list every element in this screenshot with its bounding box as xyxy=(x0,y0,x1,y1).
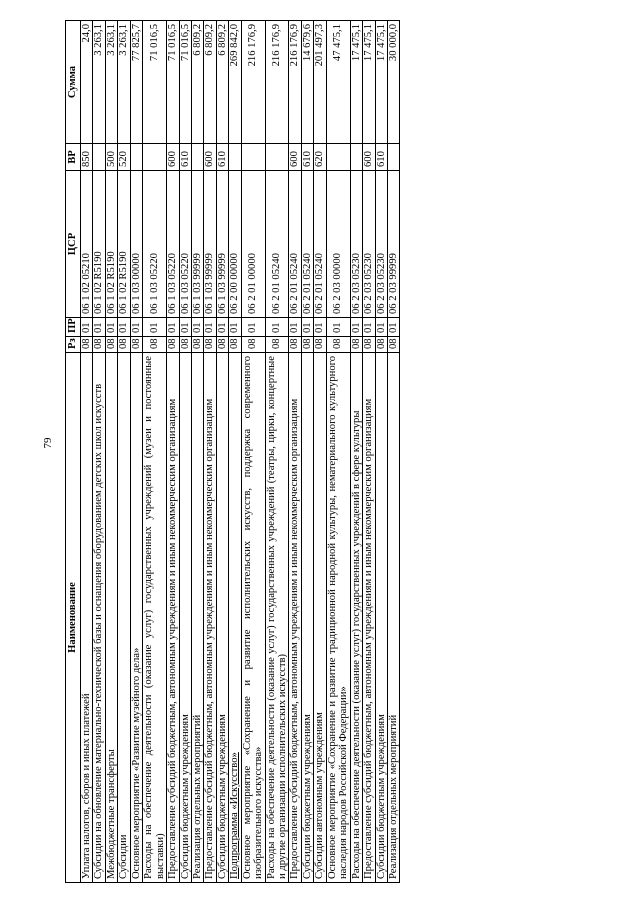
table-row xyxy=(105,21,117,883)
row-rz-cell: 08 xyxy=(216,337,228,353)
table-row xyxy=(363,21,375,883)
row-csr-cell: 06 2 01 05240 xyxy=(265,171,289,318)
row-sum-cell: 17 475,1 xyxy=(350,21,362,144)
table-row xyxy=(130,21,142,883)
row-name-cell: Основное мероприятие «Сохранение и развитие традиционной народной культуры, нематериального культурного наследия народов Российской Федерации» xyxy=(326,353,350,883)
row-rz-cell: 08 xyxy=(363,337,375,353)
budget-table xyxy=(65,20,400,883)
row-vr-cell xyxy=(93,144,105,171)
row-csr-cell: 06 1 02 R5190 xyxy=(93,171,105,318)
row-name-cell: Предоставление субсидий бюджетным, автономным учреждениям и иным некоммерческим организациям xyxy=(167,353,179,883)
row-vr-cell: 520 xyxy=(118,144,130,171)
row-csr-cell: 06 1 03 00000 xyxy=(130,171,142,318)
row-rz-cell: 08 xyxy=(314,337,326,353)
row-name-cell: Основное мероприятие «Развитие музейного дела» xyxy=(130,353,142,883)
row-pr-cell: 01 xyxy=(265,318,289,337)
row-sum-cell: 6 809,2 xyxy=(191,21,203,144)
row-name-cell: Расходы на обеспечение деятельности (оказание услуг) государственных учреждений в сфере культуры xyxy=(350,353,362,883)
table-row xyxy=(375,21,387,883)
table-row xyxy=(118,21,130,883)
row-rz-cell: 08 xyxy=(105,337,117,353)
row-vr-cell: 620 xyxy=(314,144,326,171)
table-row xyxy=(81,21,93,883)
table-row xyxy=(191,21,203,883)
table-row xyxy=(314,21,326,883)
row-csr-cell: 06 2 00 00000 xyxy=(229,171,241,318)
row-vr-cell xyxy=(350,144,362,171)
row-sum-cell: 6 809,2 xyxy=(204,21,216,144)
row-rz-cell: 08 xyxy=(265,337,289,353)
row-name-cell: Уплата налогов, сборов и иных платежей xyxy=(81,353,93,883)
header-rz: Рз xyxy=(66,337,81,353)
row-pr-cell: 01 xyxy=(216,318,228,337)
row-vr-cell: 600 xyxy=(289,144,301,171)
row-vr-cell xyxy=(326,144,350,171)
row-pr-cell: 01 xyxy=(118,318,130,337)
row-rz-cell: 08 xyxy=(130,337,142,353)
row-pr-cell: 01 xyxy=(229,318,241,337)
table-row xyxy=(387,21,399,883)
header-csr: ЦСР xyxy=(66,171,81,318)
row-sum-cell: 77 825,7 xyxy=(130,21,142,144)
row-name-cell: Субсидии бюджетным учреждениям xyxy=(216,353,228,883)
row-rz-cell: 08 xyxy=(118,337,130,353)
row-rz-cell: 08 xyxy=(204,337,216,353)
row-vr-cell: 600 xyxy=(167,144,179,171)
row-vr-cell: 500 xyxy=(105,144,117,171)
row-pr-cell: 01 xyxy=(363,318,375,337)
table-row xyxy=(179,21,191,883)
row-name-cell: Расходы на обеспечение деятельности (оказание услуг) государственных учреждений (музеи и постоянные выставки) xyxy=(143,353,167,883)
row-name-cell: Межбюджетные трансферты xyxy=(105,353,117,883)
row-vr-cell: 610 xyxy=(179,144,191,171)
row-pr-cell: 01 xyxy=(191,318,203,337)
row-pr-cell: 01 xyxy=(93,318,105,337)
row-pr-cell: 01 xyxy=(179,318,191,337)
row-vr-cell: 610 xyxy=(216,144,228,171)
row-pr-cell: 01 xyxy=(314,318,326,337)
row-csr-cell: 06 2 03 00000 xyxy=(326,171,350,318)
row-csr-cell: 06 2 03 05230 xyxy=(350,171,362,318)
row-pr-cell: 01 xyxy=(326,318,350,337)
row-name-cell: Основное мероприятие «Сохранение и развитие исполнительских искусств, поддержка современного изобразительного искусства» xyxy=(241,353,265,883)
table-row xyxy=(204,21,216,883)
row-sum-cell: 269 842,0 xyxy=(229,21,241,144)
row-csr-cell: 06 1 03 05220 xyxy=(179,171,191,318)
header-sum: Сумма xyxy=(66,21,81,144)
table-body xyxy=(81,21,400,883)
table-row xyxy=(93,21,105,883)
row-sum-cell: 216 176,9 xyxy=(265,21,289,144)
row-sum-cell: 24,0 xyxy=(81,21,93,144)
row-pr-cell: 01 xyxy=(204,318,216,337)
row-sum-cell: 6 809,2 xyxy=(216,21,228,144)
row-rz-cell: 08 xyxy=(229,337,241,353)
row-vr-cell xyxy=(191,144,203,171)
row-name-cell: Субсидии автономным учреждениям xyxy=(314,353,326,883)
row-sum-cell: 71 016,5 xyxy=(179,21,191,144)
row-rz-cell: 08 xyxy=(387,337,399,353)
row-csr-cell: 06 1 02 R5190 xyxy=(105,171,117,318)
row-pr-cell: 01 xyxy=(375,318,387,337)
row-pr-cell: 01 xyxy=(350,318,362,337)
row-pr-cell: 01 xyxy=(143,318,167,337)
row-pr-cell: 01 xyxy=(167,318,179,337)
table-row xyxy=(289,21,301,883)
row-csr-cell: 06 1 02 05210 xyxy=(81,171,93,318)
row-name-cell: Расходы на обеспечение деятельности (оказание услуг) государственных учреждений (театры, цирки, концертные и другие организации исполнительских искусств) xyxy=(265,353,289,883)
row-rz-cell: 08 xyxy=(143,337,167,353)
row-csr-cell: 06 1 03 99999 xyxy=(191,171,203,318)
row-csr-cell: 06 1 03 99999 xyxy=(204,171,216,318)
row-vr-cell: 610 xyxy=(375,144,387,171)
row-name-cell: Реализация отдельных мероприятий xyxy=(191,353,203,883)
table-row xyxy=(229,21,241,883)
row-pr-cell: 01 xyxy=(81,318,93,337)
row-csr-cell: 06 1 03 05220 xyxy=(143,171,167,318)
row-csr-cell: 06 2 03 05230 xyxy=(375,171,387,318)
table-row xyxy=(265,21,289,883)
row-sum-cell: 201 497,3 xyxy=(314,21,326,144)
row-rz-cell: 08 xyxy=(179,337,191,353)
row-name-cell: Субсидии бюджетным учреждениям xyxy=(375,353,387,883)
row-rz-cell: 08 xyxy=(167,337,179,353)
row-rz-cell: 08 xyxy=(350,337,362,353)
row-vr-cell xyxy=(229,144,241,171)
row-rz-cell: 08 xyxy=(241,337,265,353)
row-name-cell: Субсидии на обновление материально-технической базы и оснащения оборудованием детских школ искусств xyxy=(93,353,105,883)
row-name-cell: Подпрограмма «Искусство» xyxy=(229,353,241,883)
row-sum-cell: 3 263,1 xyxy=(93,21,105,144)
table-row xyxy=(301,21,313,883)
row-vr-cell: 600 xyxy=(363,144,375,171)
row-sum-cell: 14 679,6 xyxy=(301,21,313,144)
row-csr-cell: 06 2 01 00000 xyxy=(241,171,265,318)
row-rz-cell: 08 xyxy=(289,337,301,353)
row-rz-cell: 08 xyxy=(93,337,105,353)
row-name-cell: Субсидии xyxy=(118,353,130,883)
row-name-cell: Предоставление субсидий бюджетным, автономным учреждениям и иным некоммерческим организациям xyxy=(363,353,375,883)
row-name-cell: Реализация отдельных мероприятий xyxy=(387,353,399,883)
row-name-cell: Субсидии бюджетным учреждениям xyxy=(179,353,191,883)
row-csr-cell: 06 1 03 05220 xyxy=(167,171,179,318)
header-pr: ПР xyxy=(66,318,81,337)
table-header-row xyxy=(66,21,81,883)
row-sum-cell: 47 475,1 xyxy=(326,21,350,144)
row-pr-cell: 01 xyxy=(387,318,399,337)
row-sum-cell: 17 475,1 xyxy=(375,21,387,144)
row-sum-cell: 71 016,5 xyxy=(167,21,179,144)
table-row xyxy=(216,21,228,883)
row-csr-cell: 06 2 03 99999 xyxy=(387,171,399,318)
row-csr-cell: 06 1 02 R5190 xyxy=(118,171,130,318)
row-pr-cell: 01 xyxy=(105,318,117,337)
row-vr-cell xyxy=(241,144,265,171)
row-vr-cell xyxy=(130,144,142,171)
row-sum-cell: 216 176,9 xyxy=(241,21,265,144)
row-rz-cell: 08 xyxy=(301,337,313,353)
row-csr-cell: 06 2 03 05230 xyxy=(363,171,375,318)
row-sum-cell: 17 475,1 xyxy=(363,21,375,144)
row-rz-cell: 08 xyxy=(81,337,93,353)
row-sum-cell: 216 176,9 xyxy=(289,21,301,144)
row-rz-cell: 08 xyxy=(191,337,203,353)
header-vr: ВР xyxy=(66,144,81,171)
page-number: 79 xyxy=(42,437,54,449)
row-rz-cell: 08 xyxy=(375,337,387,353)
row-pr-cell: 01 xyxy=(241,318,265,337)
row-name-cell: Предоставление субсидий бюджетным, автономным учреждениям и иным некоммерческим организациям xyxy=(204,353,216,883)
row-vr-cell xyxy=(143,144,167,171)
budget-table-container xyxy=(65,21,558,883)
row-vr-cell: 610 xyxy=(301,144,313,171)
table-row xyxy=(326,21,350,883)
row-pr-cell: 01 xyxy=(301,318,313,337)
row-vr-cell xyxy=(265,144,289,171)
row-csr-cell: 06 2 01 05240 xyxy=(314,171,326,318)
row-csr-cell: 06 1 03 99999 xyxy=(216,171,228,318)
row-sum-cell: 3 263,1 xyxy=(105,21,117,144)
row-pr-cell: 01 xyxy=(289,318,301,337)
row-csr-cell: 06 2 01 05240 xyxy=(301,171,313,318)
row-pr-cell: 01 xyxy=(130,318,142,337)
row-sum-cell: 71 016,5 xyxy=(143,21,167,144)
table-row xyxy=(241,21,265,883)
table-row xyxy=(143,21,167,883)
table-row xyxy=(167,21,179,883)
row-sum-cell: 30 000,0 xyxy=(387,21,399,144)
row-name-cell: Предоставление субсидий бюджетным, автономным учреждениям и иным некоммерческим организациям xyxy=(289,353,301,883)
row-vr-cell xyxy=(387,144,399,171)
row-sum-cell: 3 263,1 xyxy=(118,21,130,144)
row-name-cell: Субсидии бюджетным учреждениям xyxy=(301,353,313,883)
row-vr-cell: 600 xyxy=(204,144,216,171)
table-row xyxy=(350,21,362,883)
header-name: Наименование xyxy=(66,353,81,883)
row-vr-cell: 850 xyxy=(81,144,93,171)
row-csr-cell: 06 2 01 05240 xyxy=(289,171,301,318)
row-rz-cell: 08 xyxy=(326,337,350,353)
